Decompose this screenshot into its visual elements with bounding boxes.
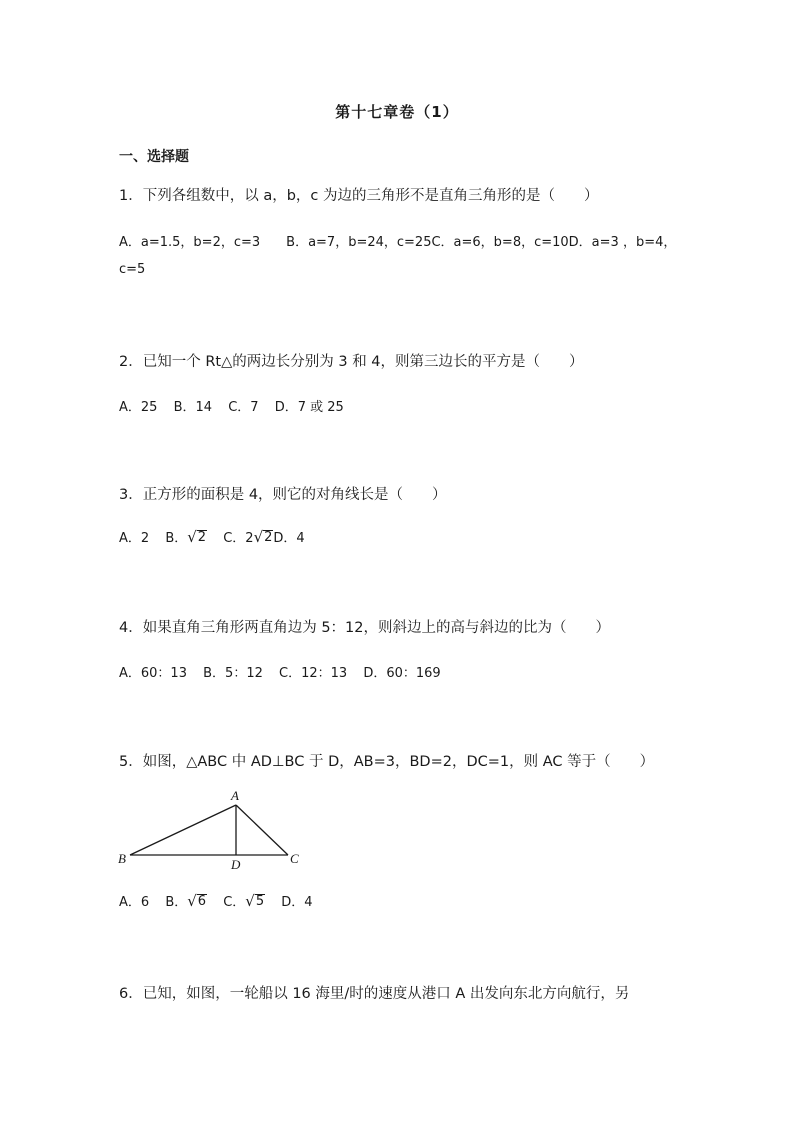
sqrt-expression xyxy=(245,894,265,909)
triangle-figure xyxy=(110,780,330,880)
question-5-stem: 5．如图，△ABC 中 AD⊥BC 于 D，AB=3，BD=2，DC=1，则 AC 等于（ ） xyxy=(119,754,655,770)
radicand: 6 xyxy=(197,893,207,909)
question-2-options xyxy=(119,396,356,415)
option-c: C．12：13 xyxy=(279,666,348,681)
option-a: A．25 xyxy=(119,400,158,415)
option-b xyxy=(165,891,207,910)
option-c-label: C． xyxy=(223,895,246,910)
point-label-c: C xyxy=(290,851,299,866)
option-d: D．7 或 25 xyxy=(274,400,344,415)
question-1-options-line2: c=5 xyxy=(119,262,146,277)
segment-ac xyxy=(236,805,288,855)
option-c xyxy=(223,891,265,910)
question-1-stem: 1．下列各组数中，以 a，b，c 为边的三角形不是直角三角形的是（ ） xyxy=(119,188,599,204)
point-label-a: A xyxy=(231,788,239,803)
option-c-label: C． xyxy=(223,531,246,546)
option-b xyxy=(165,527,207,546)
radicand: 2 xyxy=(197,529,207,545)
page-title: 第十七章卷（1） xyxy=(335,103,459,121)
coefficient: 2 xyxy=(245,531,254,546)
option-c: C．7 xyxy=(228,400,259,415)
radical-sign-icon: √ xyxy=(187,892,197,910)
option-a: A．60：13 xyxy=(119,666,187,681)
radical-sign-icon: √ xyxy=(245,892,255,910)
section-heading: 一、选择题 xyxy=(119,149,189,165)
question-4-stem: 4．如果直角三角形两直角边为 5：12，则斜边上的高与斜边的比为（ ） xyxy=(119,620,611,636)
question-3-options xyxy=(119,527,317,546)
point-label-b: B xyxy=(118,851,126,866)
option-d: D．4 xyxy=(281,895,313,910)
radical-sign-icon: √ xyxy=(187,528,197,546)
option-b-label: B． xyxy=(165,531,188,546)
radicand: 5 xyxy=(255,893,265,909)
sqrt-expression xyxy=(187,530,207,545)
option-c xyxy=(223,527,305,546)
segment-ab xyxy=(130,805,236,855)
question-4-options xyxy=(119,662,453,681)
point-label-d: D xyxy=(231,857,241,872)
option-b: B．14 xyxy=(173,400,213,415)
option-b: B．5：12 xyxy=(203,666,263,681)
radicand: 2 xyxy=(264,529,273,545)
question-6-stem: 6．已知，如图，一轮船以 16 海里/时的速度从港口 A 出发向东北方向航行，另 xyxy=(119,986,630,1002)
option-a: A．2 xyxy=(119,531,150,546)
question-2-stem: 2．已知一个 Rt△的两边长分别为 3 和 4，则第三边长的平方是（ ） xyxy=(119,354,584,370)
sqrt-expression xyxy=(187,894,207,909)
question-1-options-line1: A．a=1.5，b=2，c=3 B．a=7，b=24，c=25C．a=6，b=8，c=10D．a=3 ，b=4， xyxy=(119,235,677,250)
option-a: A．6 xyxy=(119,895,150,910)
question-3-stem: 3．正方形的面积是 4，则它的对角线长是（ ） xyxy=(119,487,447,503)
option-b-label: B． xyxy=(165,895,188,910)
option-d: D．4 xyxy=(273,531,305,546)
question-5-options xyxy=(119,891,325,910)
option-d: D．60：169 xyxy=(363,666,441,681)
radical-sign-icon: √ xyxy=(253,528,264,546)
sqrt-expression xyxy=(254,530,274,545)
